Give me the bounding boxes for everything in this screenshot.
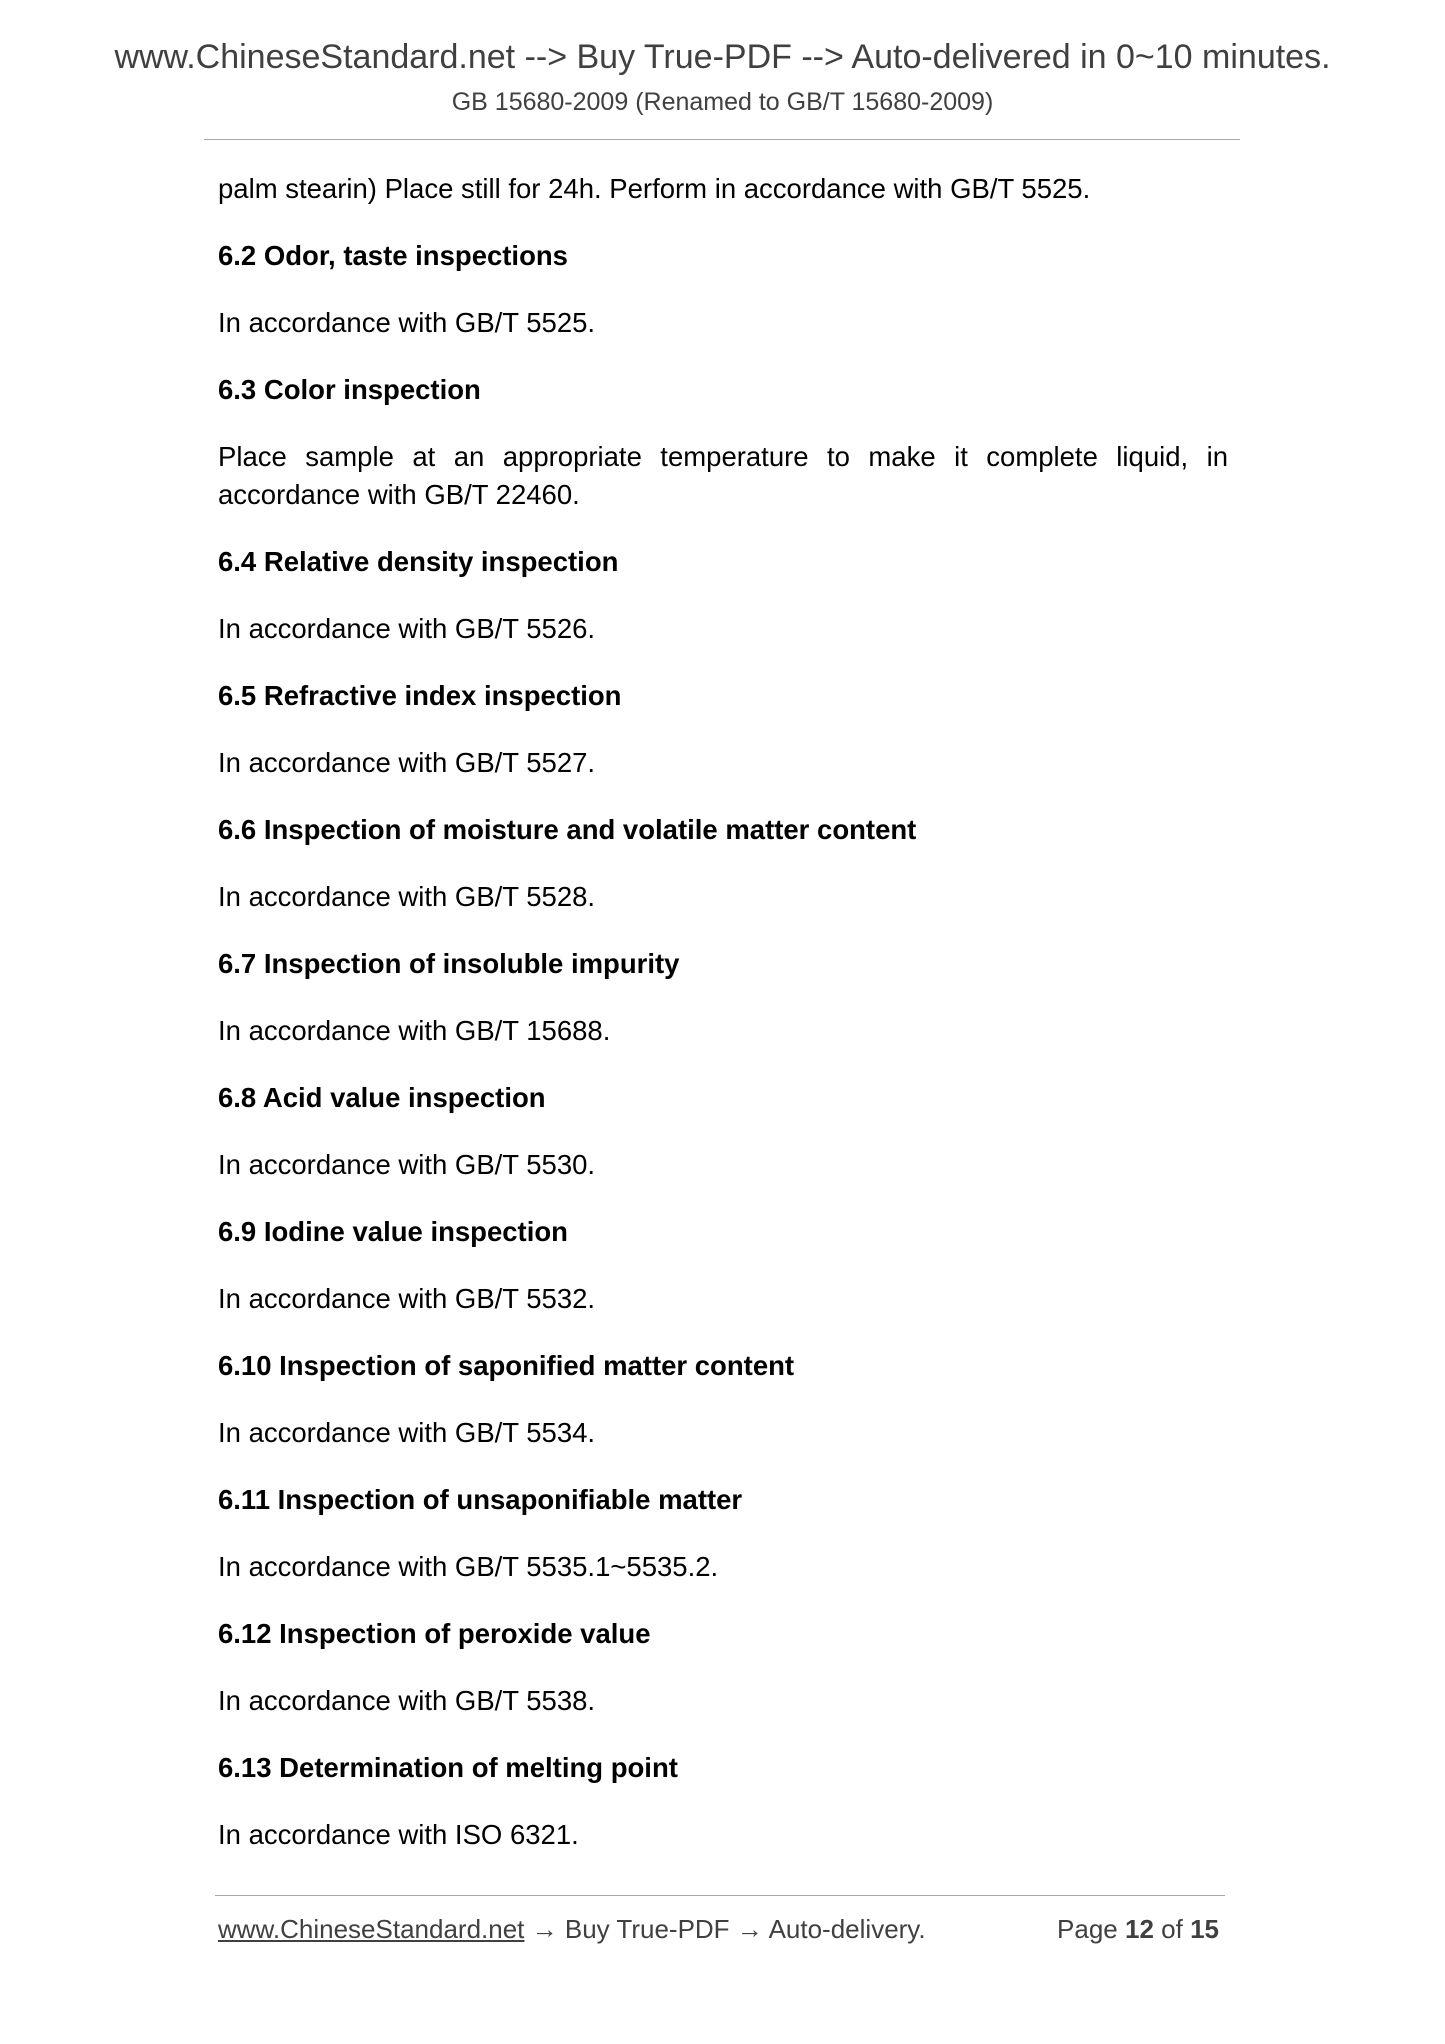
section-heading-6-3: 6.3 Color inspection (218, 374, 481, 405)
section-body-6-11: In accordance with GB/T 5535.1~5535.2. (218, 1551, 719, 1582)
section-body-6-7: In accordance with GB/T 15688. (218, 1015, 611, 1046)
page-label: Page (1057, 1914, 1118, 1944)
header-subtitle: GB 15680-2009 (Renamed to GB/T 15680-2009) (451, 88, 994, 116)
page-number: 12 (1125, 1914, 1154, 1944)
section-heading-6-8: 6.8 Acid value inspection (218, 1082, 546, 1113)
footer-divider (215, 1895, 1225, 1896)
footer-tagline: → Buy True-PDF → Auto-delivery. (524, 1914, 926, 1944)
section-body-6-6: In accordance with GB/T 5528. (218, 881, 596, 912)
section-body-6-3: Place sample at an appropriate temperature to make it complete liquid, in accordance with GB/T 22460. (218, 441, 1228, 510)
of-label: of (1161, 1914, 1183, 1944)
section-heading-6-6: 6.6 Inspection of moisture and volatile matter content (218, 814, 917, 845)
section-heading-6-13: 6.13 Determination of melting point (218, 1752, 678, 1783)
header-divider (204, 139, 1240, 140)
section-heading-6-2: 6.2 Odor, taste inspections (218, 240, 568, 271)
section-heading-6-9: 6.9 Iodine value inspection (218, 1216, 568, 1247)
section-heading-6-11: 6.11 Inspection of unsaponifiable matter (218, 1484, 743, 1515)
section-body-6-2: In accordance with GB/T 5525. (218, 307, 596, 338)
section-body-6-4: In accordance with GB/T 5526. (218, 613, 596, 644)
section-heading-6-12: 6.12 Inspection of peroxide value (218, 1618, 651, 1649)
intro-paragraph: palm stearin) Place still for 24h. Perform in accordance with GB/T 5525. (218, 173, 1091, 204)
section-heading-6-10: 6.10 Inspection of saponified matter content (218, 1350, 795, 1381)
page-indicator (1057, 1914, 1219, 1945)
section-body-6-8: In accordance with GB/T 5530. (218, 1149, 596, 1180)
section-body-6-12: In accordance with GB/T 5538. (218, 1685, 596, 1716)
section-body-6-10: In accordance with GB/T 5534. (218, 1417, 596, 1448)
total-pages: 15 (1190, 1914, 1219, 1944)
section-heading-6-5: 6.5 Refractive index inspection (218, 680, 622, 711)
footer-link-line (218, 1914, 926, 1945)
header-title: www.ChineseStandard.net --> Buy True-PDF --> Auto-delivered in 0~10 minutes. (114, 38, 1331, 76)
section-body-6-5: In accordance with GB/T 5527. (218, 747, 596, 778)
section-heading-6-4: 6.4 Relative density inspection (218, 546, 619, 577)
section-body-6-13: In accordance with ISO 6321. (218, 1819, 579, 1850)
section-body-6-9: In accordance with GB/T 5532. (218, 1283, 596, 1314)
document-body (218, 170, 1228, 1883)
footer-website-link[interactable]: www.ChineseStandard.net (218, 1914, 525, 1944)
section-heading-6-7: 6.7 Inspection of insoluble impurity (218, 948, 680, 979)
